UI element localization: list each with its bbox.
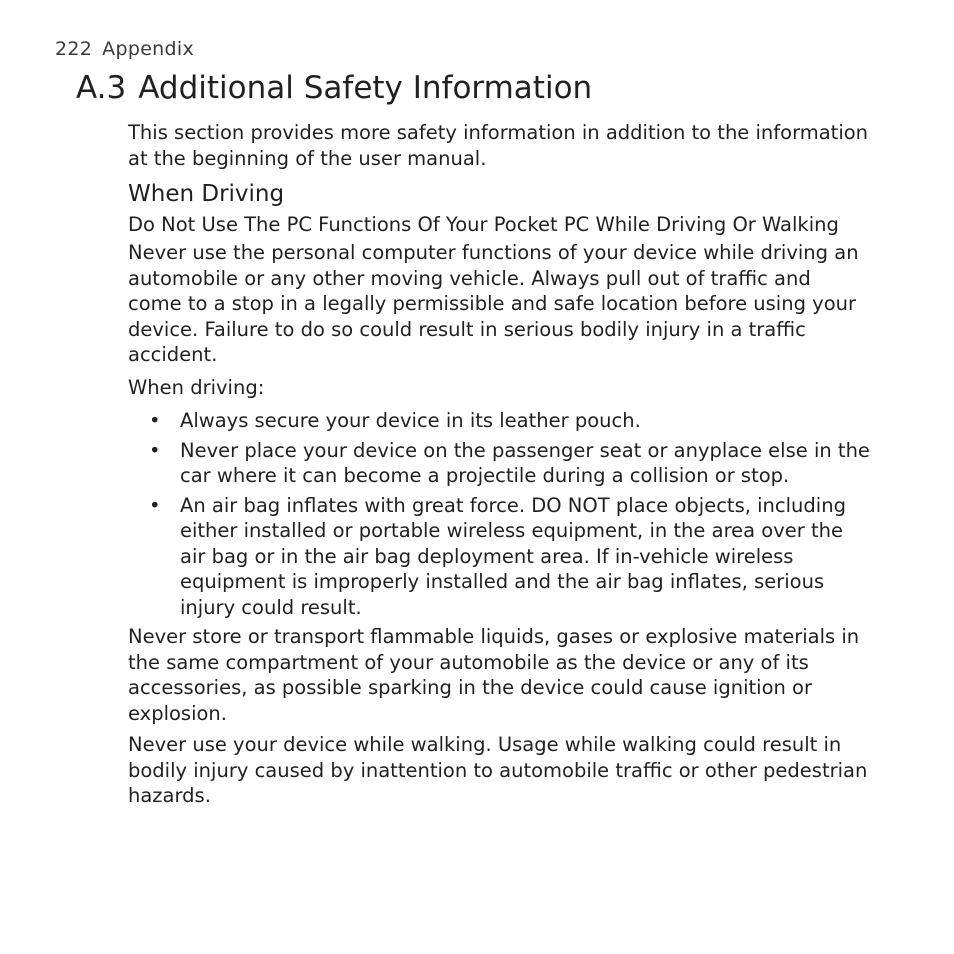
flammable-materials-paragraph: Never store or transport flammable liquids, gases or explosive materials in the same compartment of your automobile as the device or any of its accessories, as possible sparking in the device could cause ignition or explosion. [128, 625, 860, 725]
list-item [128, 438, 870, 489]
section-title-text: Additional Safety Information [138, 70, 593, 106]
walking-warning-paragraph: Never use your device while walking. Usage while walking could result in bodily injury caused by inattention to automobile traffic or other pedestrian hazards. [128, 733, 868, 807]
pc-functions-heading: Do Not Use The PC Functions Of Your Pocket PC While Driving Or Walking [128, 213, 839, 236]
list-item [128, 493, 870, 621]
page-content [128, 120, 870, 809]
list-item-text: Never place your device on the passenger seat or anyplace else in the car where it can become a projectile during a collision or stop. [180, 438, 870, 487]
when-driving-heading: When Driving [128, 181, 285, 207]
intro-paragraph: This section provides more safety information in addition to the information at the beginning of the user manual. [128, 121, 869, 170]
driving-warning-paragraph: Never use the personal computer functions of your device while driving an automobile or any other moving vehicle. Always pull out of traffic and come to a stop in a legally permissible and safe location before using your device. Failure to do so could result in serious bodily injury in a traffic accident. [128, 241, 859, 366]
section-title [76, 70, 592, 106]
bullet-icon: • [149, 493, 161, 517]
bullet-icon: • [149, 438, 161, 462]
list-item-text: Always secure your device in its leather pouch. [180, 409, 641, 432]
when-driving-lead: When driving: [128, 375, 265, 399]
page-header [55, 38, 194, 60]
driving-bullet-list [128, 408, 870, 620]
list-item [128, 408, 870, 434]
bullet-icon: • [149, 409, 161, 432]
page-number: 222 [55, 38, 93, 60]
list-item-text: An air bag inflates with great force. DO NOT place objects, including either installed or portable wireless equipment, in the area over the air bag or in the air bag deployment area. If in-vehicle wireless equipment is improperly installed and the air bag inflates, serious injury could result. [180, 493, 846, 619]
running-section-name: Appendix [102, 38, 195, 60]
section-number: A.3 [76, 70, 127, 106]
